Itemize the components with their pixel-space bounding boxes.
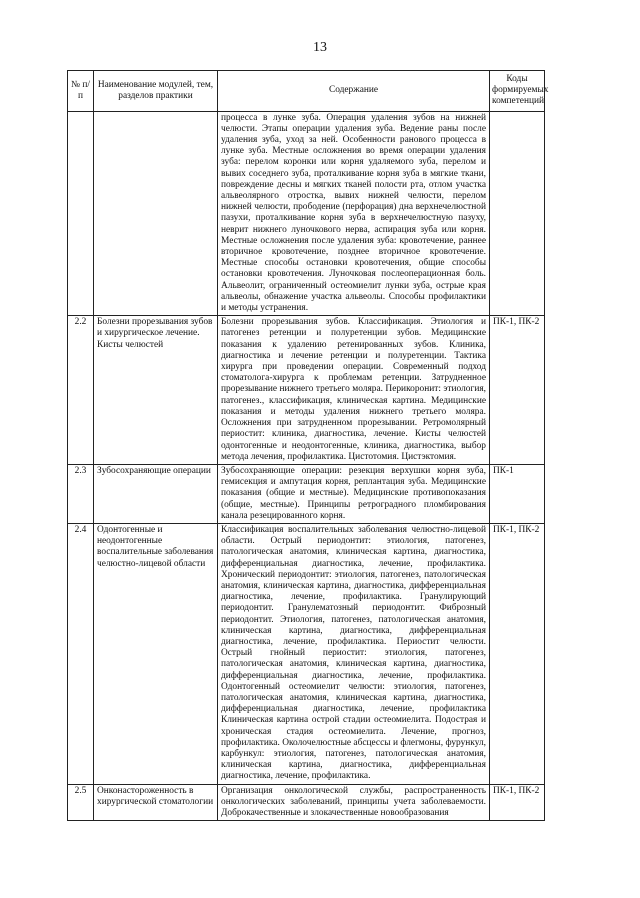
row-codes: ПК-1, ПК-2	[490, 784, 545, 821]
page-number: 13	[313, 40, 327, 55]
row-num: 2.5	[68, 784, 94, 821]
row-name: Одонтогенные и неодонтогенные воспалительные заболевания челюстно-лицевой области	[94, 523, 218, 784]
table-row	[68, 784, 545, 821]
row-content: Организация онкологической службы, распространенность онкологических заболеваний, принципы учета заболеваемости. Доброкачественные и злокачественные новообразования	[218, 784, 490, 821]
row-num: 2.2	[68, 316, 94, 465]
row-num: 2.3	[68, 464, 94, 523]
curriculum-table	[67, 70, 549, 821]
row-num: 2.4	[68, 523, 94, 784]
row-content: Болезни прорезывания зубов. Классификация. Этиология и патогенез ретенции и полуретенции зубов. Медицинские показания к удалению ретенированных зубов. Клиника, диагностика и лечение ретенции и полуретенции. Тактика хирурга при проведении операции. Современный подход стоматолога-хирурга к проблемам ретенции. Затрудненное прорезывание нижнего третьего моляра. Перикоронит: этиология, патогенез., классификация, клиническая картина. Медицинские показания и методы удаления нижнего третьего моляра. Осложнения при затрудненном прорезывании. Ретромолярный периостит: клиника, диагностика, лечение. Кисты челюстей одонтогенные и неодонтогенные, клиника, диагностика, выбор метода лечения, профилактика. Цистотомия. Цистэктомия.	[218, 316, 490, 465]
row-codes: ПК-1, ПК-2	[490, 523, 545, 784]
header-codes: Коды формируемых компетенций	[490, 71, 545, 112]
table-header-row	[68, 71, 545, 112]
row-name: Болезни прорезывания зубов и хирургическое лечение. Кисты челюстей	[94, 316, 218, 465]
row-content: Зубосохраняющие операции: резекция верхушки корня зуба, гемисекция и ампутация корня, реплантация зуба. Медицинские показания (общие и местные). Медицинские противопоказания (общие, местные). Принципы ретроградного пломбирования канала резецированного корня.	[218, 464, 490, 523]
row-num	[68, 111, 94, 316]
header-content: Содержание	[218, 71, 490, 112]
row-codes: ПК-1	[490, 464, 545, 523]
table-row	[68, 316, 545, 465]
row-content: Классификация воспалительных заболевания челюстно-лицевой области. Острый периодонтит: этиология, патогенез, патологическая анатомия, клиническая картина, диагностика, дифференциальная диагностика, лечение, профилактика. Хронический периодонтит: этиология, патогенез, патологическая анатомия, клиническая картина, диагностика, дифференциальная диагностика, лечение, профилактика. Гранулирующий периодонтит. Гранулематозный периодонтит. Фиброзный периодонтит. Этиология, патогенез, патологическая анатомия, клиническая картина, диагностика, дифференциальная диагностика, лечение, профилактика. Периостит челюсти. Острый гнойный периостит: этиология, патогенез, патологическая анатомия, клиническая картина, диагностика, дифференциальная диагностика, лечение, профилактика. Одонтогенный остеомиелит челюсти: этиология, патогенез, патологическая анатомия, клиническая картина, диагностика, дифференциальная диагностика, лечение, профилактика Клиническая картина острой стадии остеомиелита. Подострая и хроническая стадия остеомиелита. Лечение, прогноз, профилактика. Околочелюстные абсцессы и флегмоны, фурункул, карбункул: этиология, патогенез, патологическая анатомия, клиническая картина, диагностика, дифференциальная диагностика, лечение, профилактика.	[218, 523, 490, 784]
row-name: Зубосохраняющие операции	[94, 464, 218, 523]
header-num: № п/п	[68, 71, 94, 112]
row-content: процесса в лунке зуба. Операция удаления зубов на нижней челюсти. Этапы операции удаления зуба. Ведение раны после удаления зуба, уход за ней. Особенности ранового процесса в лунке зуба. Местные осложнения во время операции удаления зуба: перелом коронки или корня удаляемого зуба, перелом и вывих соседнего зуба, проталкивание корня зуба в мягкие ткани, повреждение десны и мягких тканей полости рта, отлом участка альвеолярного отростка, вывих нижней челюсти, перелом нижней челюсти, прободение (перфорация) дна верхнечелюстной пазухи, проталкивание корня зуба в верхнечелюстную пазуху, неврит нижнего луночкового нерва, аспирация зуба или корня. Местные осложнения после удаления зуба: кровотечение, раннее вторичное кровотечение, позднее вторичное кровотечение. Местные способы остановки кровотечения, общие способы остановки кровотечения. Луночковая послеоперационная боль. Альвеолит, ограниченный остеомиелит лунки зуба, острые края альвеолы, обнажение участка альвеолы. Способы профилактики и методы устранения.	[218, 111, 490, 316]
row-codes	[490, 111, 545, 316]
header-name: Наименование модулей, тем, разделов практики	[94, 71, 218, 112]
table-row	[68, 464, 545, 523]
table-row	[68, 523, 545, 784]
table-row	[68, 111, 545, 316]
row-name: Онконастороженность в хирургической стоматологии	[94, 784, 218, 821]
row-codes: ПК-1, ПК-2	[490, 316, 545, 465]
row-name	[94, 111, 218, 316]
